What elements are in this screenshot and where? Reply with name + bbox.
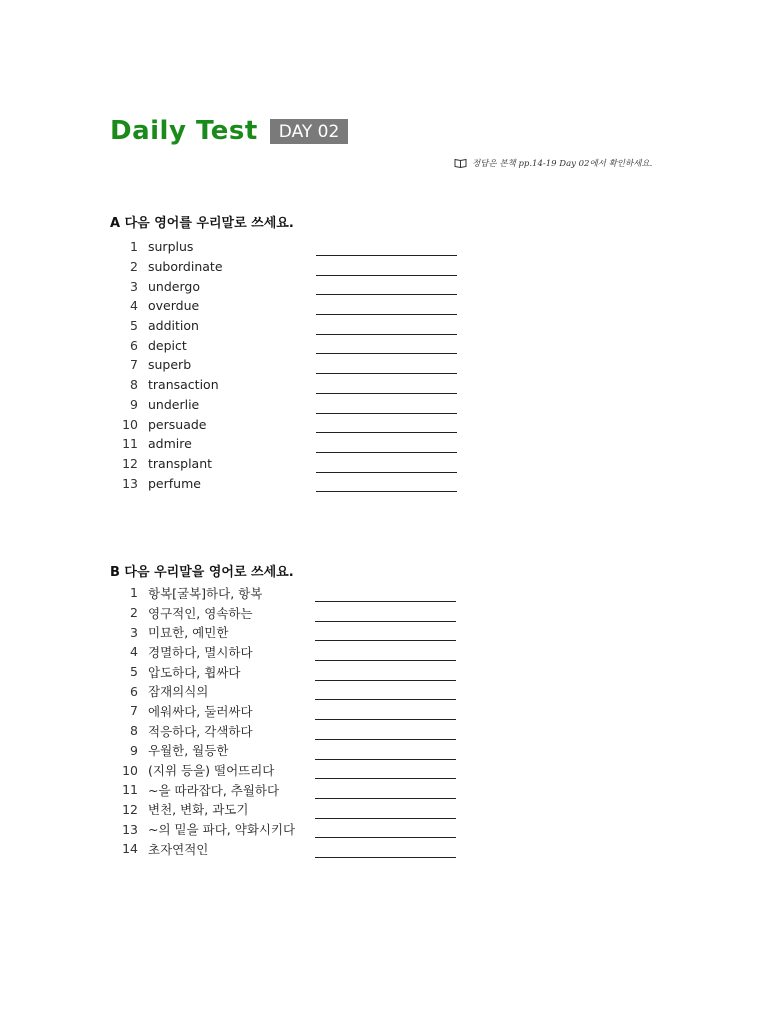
item-word: surplus [148,239,194,255]
answer-note [454,157,652,169]
section-b-list [110,583,295,859]
section-b-title: B 다음 우리말을 영어로 쓰세요. [110,565,294,580]
answer-blank[interactable] [315,837,456,838]
book-icon [454,158,467,168]
item-number: 14 [122,841,138,857]
list-item [110,335,223,355]
list-item [110,434,223,454]
answer-blank[interactable] [316,491,457,492]
list-item [110,741,295,761]
list-item [110,603,295,623]
item-number: 1 [130,585,138,601]
item-number: 7 [130,357,138,373]
answer-note-text: 정답은 본책 pp.14-19 Day 02에서 확인하세요. [472,159,653,169]
item-number: 11 [122,436,138,452]
list-item [110,316,223,336]
list-item [110,760,295,780]
item-number: 8 [130,377,138,393]
list-item [110,721,295,741]
answer-blank[interactable] [315,739,456,740]
item-number: 8 [130,723,138,739]
answer-blank[interactable] [315,759,456,760]
list-item [110,780,295,800]
item-word: ~의 밑을 파다, 약화시키다 [148,822,296,838]
item-number: 3 [130,624,138,640]
item-word: 영구적인, 영속하는 [148,605,253,621]
item-word: addition [148,318,199,334]
list-item [110,375,223,395]
item-number: 5 [130,664,138,680]
item-number: 4 [130,644,138,660]
answer-blank[interactable] [315,818,456,819]
item-word: transaction [148,377,219,393]
answer-blank[interactable] [316,393,457,394]
answer-blank[interactable] [316,413,457,414]
list-item [110,622,295,642]
answer-blank[interactable] [315,601,456,602]
item-number: 10 [122,416,138,432]
list-item [110,662,295,682]
answer-blank[interactable] [316,472,457,473]
list-item [110,296,223,316]
answer-blank[interactable] [315,660,456,661]
answer-blank[interactable] [315,699,456,700]
answer-blank[interactable] [316,432,457,433]
item-word: underlie [148,396,200,412]
item-number: 12 [122,801,138,817]
item-word: 경멸하다, 멸시하다 [148,644,253,660]
list-item [110,414,223,434]
item-number: 11 [122,782,138,798]
item-word: 압도하다, 휩싸다 [148,664,241,680]
item-word: 잠재의식의 [148,684,209,700]
section-a-list [110,237,223,493]
answer-blank[interactable] [315,798,456,799]
item-word: 변천, 변화, 과도기 [148,802,249,818]
item-word: 항복[굴복]하다, 항복 [148,585,263,601]
list-item [110,473,223,493]
answer-blank[interactable] [316,275,457,276]
list-item [110,839,295,859]
answer-blank[interactable] [316,314,457,315]
answer-blank[interactable] [315,778,456,779]
item-number: 13 [122,475,138,491]
answer-blank[interactable] [316,294,457,295]
item-number: 1 [130,239,138,255]
item-word: 적응하다, 각색하다 [148,723,253,739]
item-number: 9 [130,742,138,758]
item-word: 우월한, 월등한 [148,743,229,759]
item-word: undergo [148,278,200,294]
answer-blank[interactable] [315,680,456,681]
answer-blank[interactable] [315,719,456,720]
answer-blank[interactable] [316,255,457,256]
item-number: 9 [130,396,138,412]
item-number: 13 [122,821,138,837]
list-item [110,395,223,415]
list-item [110,276,223,296]
answer-blank[interactable] [315,640,456,641]
list-item [110,237,223,257]
item-word: ~을 따라잡다, 추월하다 [148,782,280,798]
item-number: 12 [122,455,138,471]
item-word: 초자연적인 [148,841,209,857]
item-number: 7 [130,703,138,719]
list-item [110,355,223,375]
day-badge: DAY 02 [270,119,349,144]
answer-blank[interactable] [316,353,457,354]
item-word: depict [148,337,187,353]
list-item [110,583,295,603]
list-item [110,454,223,474]
item-number: 4 [130,298,138,314]
list-item [110,257,223,277]
item-word: persuade [148,416,207,432]
section-a-title: A 다음 영어를 우리말로 쓰세요. [110,216,294,231]
item-number: 10 [122,762,138,778]
item-word: admire [148,436,192,452]
answer-blank[interactable] [316,334,457,335]
list-item [110,701,295,721]
page-title: Daily Test [110,116,258,146]
list-item [110,819,295,839]
item-word: 에워싸다, 둘러싸다 [148,703,253,719]
list-item [110,800,295,820]
item-word: (지위 등을) 떨어뜨리다 [148,763,275,779]
answer-blank[interactable] [315,857,456,858]
list-item [110,681,295,701]
item-word: overdue [148,298,200,314]
item-word: transplant [148,455,213,471]
list-item [110,642,295,662]
item-word: subordinate [148,259,223,275]
item-number: 5 [130,318,138,334]
item-number: 2 [130,259,138,275]
answer-blank[interactable] [316,373,457,374]
item-number: 3 [130,278,138,294]
item-word: superb [148,357,192,373]
item-word: 미묘한, 예민한 [148,625,229,641]
item-number: 6 [130,683,138,699]
item-word: perfume [148,475,201,491]
item-number: 6 [130,337,138,353]
answer-blank[interactable] [316,452,457,453]
page-header [110,116,348,146]
item-number: 2 [130,605,138,621]
answer-blank[interactable] [315,621,456,622]
